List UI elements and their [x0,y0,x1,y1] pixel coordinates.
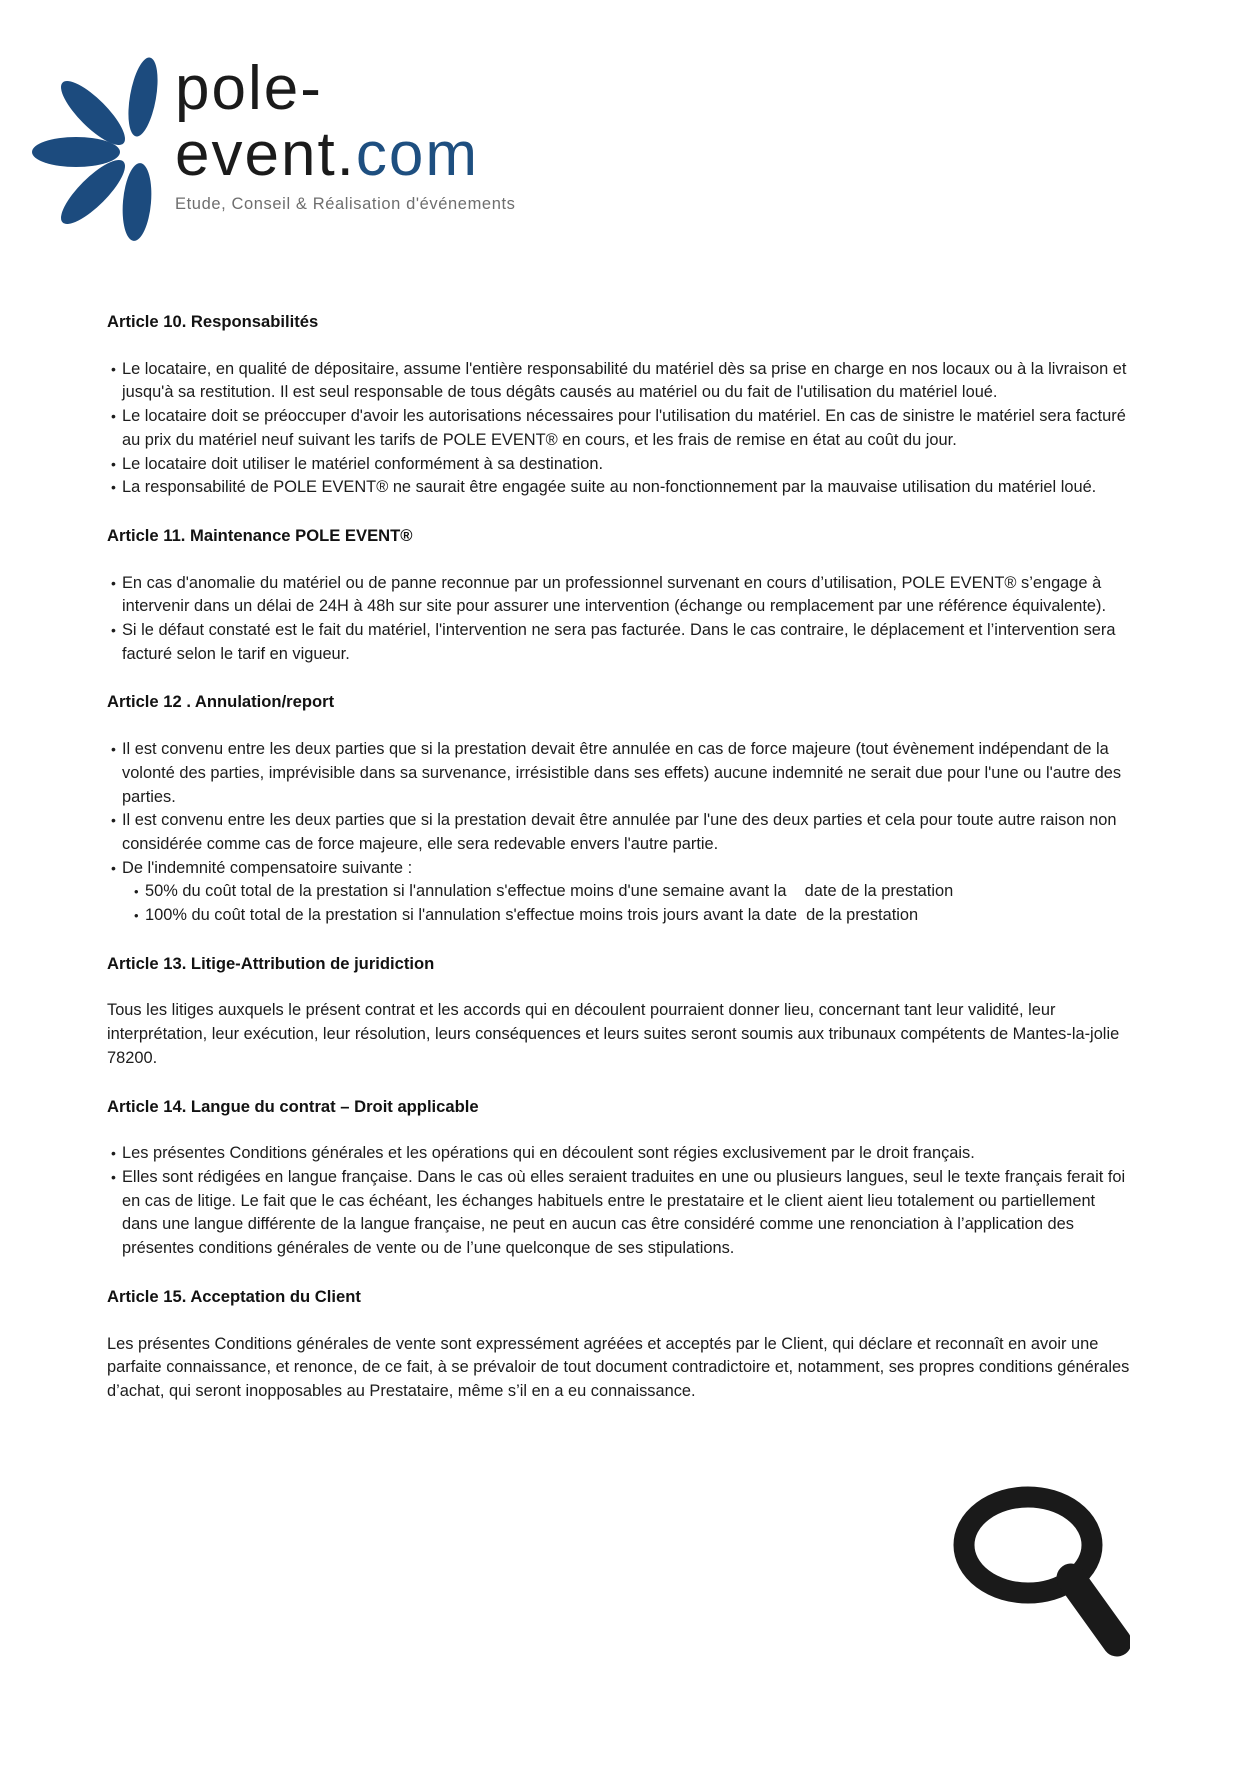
list-item: • Il est convenu entre les deux parties que si la prestation devait être annulée par l'une des deux parties et cela pour toute autre raison non considérée comme cas de force majeure, elle sera redevable envers l'autre partie. [107,809,1135,856]
list-item: • Il est convenu entre les deux parties que si la prestation devait être annulée en cas de force majeure (tout évènement indépendant de la volonté des parties, imprévisible dans sa survenance, irrésistible dans ses effets) aucune indemnité ne serait due pour l'une ou l'autre des parties. [107,738,1135,809]
list-item: • 100% du coût total de la prestation si l'annulation s'effectue moins trois jours avant la date de la prestation [129,904,1135,928]
list-item: • Le locataire doit se préoccuper d'avoir les autorisations nécessaires pour l'utilisation du matériel. En cas de sinistre le matériel sera facturé au prix du matériel neuf suivant les tarifs de POLE EVENT® en cours, et les frais de remise en état au coût du jour. [107,405,1135,452]
petal-bottom [120,162,155,242]
article-14-heading: Article 14. Langue du contrat – Droit applicable [107,1096,479,1116]
article-12-list [107,738,1135,928]
article-13-paragraph: Tous les litiges auxquels le présent contrat et les accords qui en découlent pourraient donner lieu, concernant tant leur validité, leur interprétation, leur exécution, leur résolution, leurs conséquences et leurs suites seront soumis aux tribunaux compétents de Mantes-la-jolie 78200. [107,1001,1124,1067]
logo-wordmark [175,56,516,214]
petal-left [32,137,120,167]
logo [30,50,570,250]
list-item: • Si le défaut constaté est le fait du matériel, l'intervention ne sera pas facturée. Dans le cas contraire, le déplacement et l’intervention sera facturé selon le tarif en vigueur. [107,619,1135,666]
list-item: • La responsabilité de POLE EVENT® ne saurait être engagée suite au non-fonctionnement par la mauvaise utilisation du matériel loué. [107,476,1135,500]
logo-tagline: Etude, Conseil & Réalisation d'événements [175,195,516,213]
article-10-list [107,358,1135,500]
list-item: • Elles sont rédigées en langue française. Dans le cas où elles seraient traduites en une ou plusieurs langues, seul le texte français ferait foi en cas de litige. Le fait que le cas échéant, les échanges habituels entre le prestataire et le client aient lieu totalement ou partiellement dans une langue différente de la langue française, ne peut en aucun cas être considéré comme une renonciation à l’application des présentes conditions générales de vente ou de l’une quelconque de ses stipulations. [107,1166,1135,1261]
article-11-list [107,572,1135,667]
petal-top [123,55,162,138]
magnifier-handle [1071,1578,1117,1642]
article-11 [107,524,1135,667]
logo-wordmark-line1: pole- [175,54,323,123]
logo-wordmark-event: event [175,120,337,189]
list-item: • En cas d'anomalie du matériel ou de panne reconnue par un professionnel survenant en cours d’utilisation, POLE EVENT® s’engage à intervenir dans un délai de 24H à 48h sur site pour assurer une intervention (échange ou remplacement par une référence équivalente). [107,572,1135,619]
list-item: • Le locataire, en qualité de dépositaire, assume l'entière responsabilité du matériel dès sa prise en charge en nos locaux ou à la livraison et jusqu'à sa restitution. Il est seul responsable de tous dégâts causés au matériel ou du fait de l'utilisation du matériel loué. [107,358,1135,405]
article-14-list [107,1142,1135,1261]
article-15-paragraph: Les présentes Conditions générales de vente sont expressément agréées et acceptés par le Client, qui déclare et reconnaît en avoir une parfaite connaissance, et renonce, de ce fait, à se prévaloir de tout document contradictoire et, notamment, ses propres conditions générales d’achat, qui seront inopposables au Prestataire, même s’il en a eu connaissance. [107,1334,1134,1400]
logo-flower-icon [30,50,180,250]
article-10 [107,310,1135,500]
list-item: • Le locataire doit utiliser le matériel conformément à sa destination. [107,453,1135,477]
article-15-heading: Article 15. Acceptation du Client [107,1286,361,1306]
logo-wordmark-dot: . [336,120,356,189]
article-10-heading: Article 10. Responsabilités [107,312,319,331]
article-15 [107,1285,1135,1404]
article-12-sublist [122,880,1135,927]
article-12-heading: Article 12 . Annulation/report [107,692,335,712]
list-item: • 50% du coût total de la prestation si l'annulation s'effectue moins d'une semaine avant la date de la prestation [129,880,1135,904]
list-item: • Les présentes Conditions générales et les opérations qui en découlent sont régies exclusivement par le droit français. [107,1142,1135,1166]
list-item: • De l'indemnité compensatoire suivante : • 50% du coût total de la prestation si l'annulation s'effectue moins d'une semaine avant la date de la prestation • 100% du coût total de la prestation si l'annulation s'effectue moins trois jours avant la date de la prestation [107,857,1135,928]
article-13-heading: Article 13. Litige-Attribution de juridiction [107,953,435,973]
article-12 [107,690,1135,927]
terms-content [107,310,1135,1404]
logo-wordmark-com: com [355,120,480,189]
article-13 [107,952,1135,1071]
magnifier-icon[interactable] [945,1475,1130,1660]
article-14 [107,1095,1135,1261]
article-11-heading: Article 11. Maintenance POLE EVENT® [107,525,413,545]
logo-wordmark-line2 [175,122,516,188]
